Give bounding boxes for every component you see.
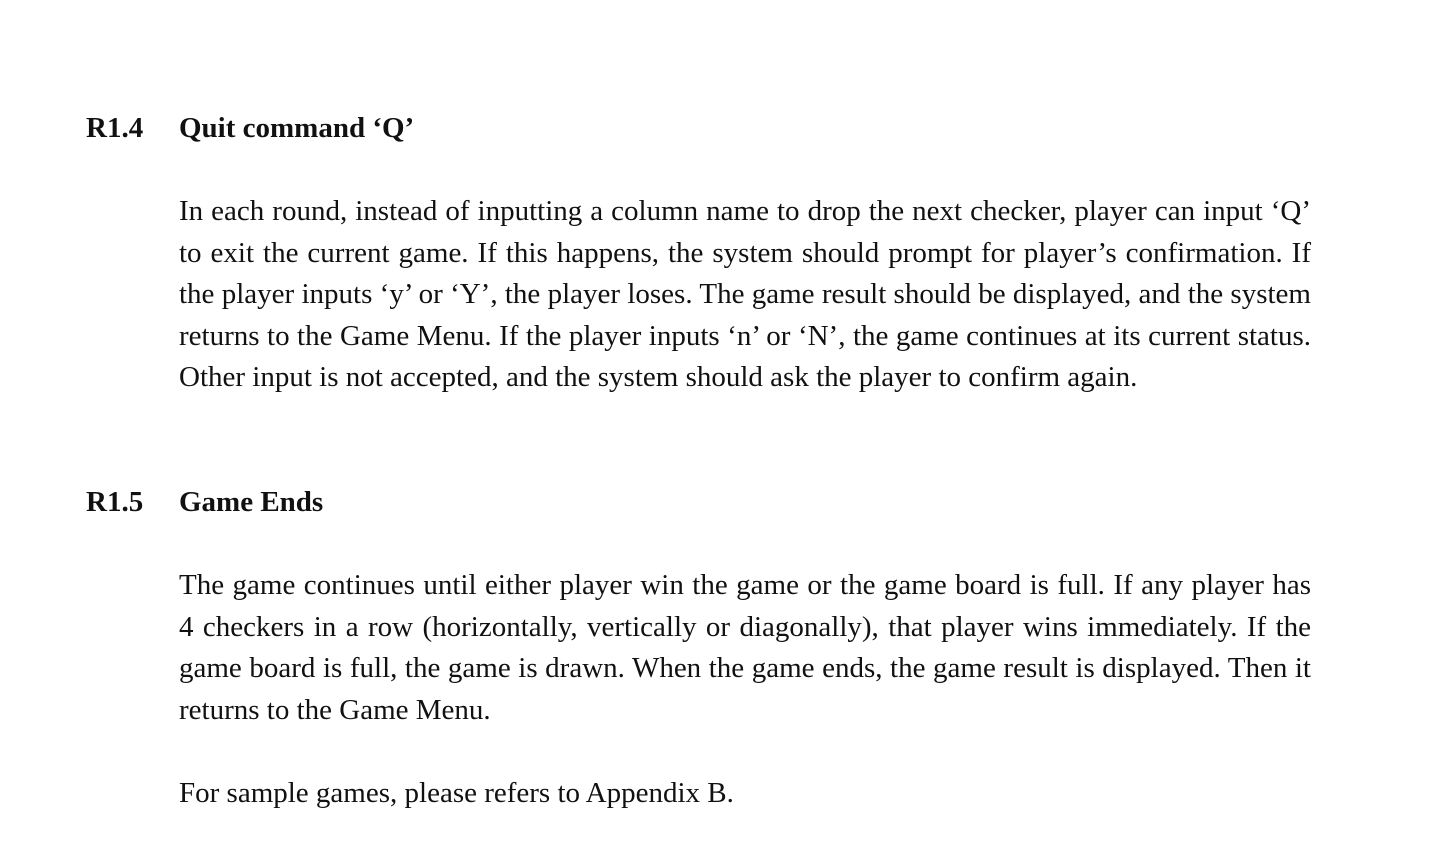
section-paragraph-r1-5: The game continues until either player win the game or the game board is full. If any player has 4 checkers in a row (horizontally, vertically or diagonally), that player wins immediately. If the game board is full, the game is drawn. When the game ends, the game result is displayed. Then it returns to the Game Menu. bbox=[179, 569, 1311, 726]
section-title: Game Ends bbox=[179, 486, 324, 518]
footer-note: For sample games, please refers to Appendix B. bbox=[179, 777, 734, 809]
section-heading-r1-5 bbox=[86, 482, 323, 522]
section-title: Quit command ‘Q’ bbox=[179, 112, 415, 144]
section-heading-r1-4 bbox=[86, 108, 414, 148]
section-number: R1.5 bbox=[86, 486, 144, 518]
section-paragraph-r1-4: In each round, instead of inputting a column name to drop the next checker, player can input ‘Q’ to exit the current game. If this happens, the system should prompt for player’s confirmation. If the player inputs ‘y’ or ‘Y’, the player loses. The game result should be displayed, and the system returns to the Game Menu. If the player inputs ‘n’ or ‘N’, the game continues at its current status. Other input is not accepted, and the system should ask the player to confirm again. bbox=[179, 195, 1311, 393]
section-number: R1.4 bbox=[86, 112, 144, 144]
